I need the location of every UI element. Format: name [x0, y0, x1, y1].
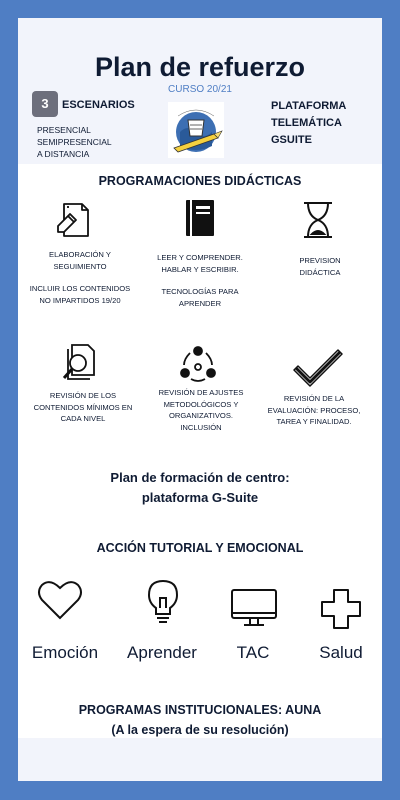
label-tac: TAC: [236, 643, 270, 662]
caption-revision-ajustes: REVISIÓN DE AJUSTES METODOLÓGICOS Y ORGANIZATIVOS. INCLUSIÓN: [158, 388, 244, 432]
hourglass-icon: [298, 200, 338, 240]
page-title: Plan de refuerzo: [94, 52, 306, 82]
platform-line: PLATAFORMA: [271, 100, 347, 112]
cycle-icon: [178, 343, 218, 383]
health-cross-icon: [320, 588, 362, 630]
programaciones-title: PROGRAMACIONES DIDÁCTICAS: [98, 174, 302, 188]
scenario-item: SEMIPRESENCIAL: [37, 137, 112, 147]
school-logo: [168, 102, 224, 158]
scenario-item: A DISTANCIA: [37, 149, 90, 159]
programas-line: PROGRAMAS INSTITUCIONALES: AUNA: [78, 703, 322, 717]
book-icon: [180, 198, 220, 238]
platform-info: [271, 98, 346, 149]
scenarios-title: ESCENARIOS: [62, 99, 135, 111]
platform-line: GSUITE: [271, 134, 312, 146]
caption-revision-contenidos: REVISIÓN DE LOS CONTENIDOS MÍNIMOS EN CADA NIVEL: [33, 391, 133, 423]
label-emocion: Emoción: [31, 643, 99, 662]
programas-line: (A la espera de su resolución): [111, 723, 289, 737]
heart-icon: [36, 578, 84, 622]
scenario-item: PRESENCIAL: [37, 125, 91, 135]
edit-document-icon: [54, 200, 94, 240]
caption-elaboracion: ELABORACIÓN Y SEGUIMIENTO INCLUIR LOS CONTENIDOS NO IMPARTIDOS 19/20: [29, 250, 131, 305]
formacion-line: Plan de formación de centro:: [110, 470, 290, 485]
formacion-block: [0, 468, 400, 508]
platform-line: TELEMÁTICA: [271, 117, 342, 129]
formacion-line: plataforma G-Suite: [141, 490, 259, 505]
checkmark-icon: [292, 348, 344, 388]
document-search-icon: [60, 343, 100, 383]
scenarios-list: [37, 124, 112, 160]
label-salud: Salud: [319, 643, 363, 662]
caption-leer: LEER Y COMPRENDER. HABLAR Y ESCRIBIR. TECNOLOGÍAS PARA APRENDER: [157, 253, 243, 308]
caption-revision-evaluacion: REVISIÓN DE LA EVALUACIÓN: PROCESO, TAREA Y FINALIDAD.: [267, 394, 361, 426]
caption-prevision: PREVISION DIDÁCTICA: [299, 256, 341, 277]
programas-block: [0, 700, 400, 740]
lightbulb-icon: [144, 578, 182, 624]
monitor-icon: [230, 588, 278, 628]
label-aprender: Aprender: [127, 643, 197, 662]
course-label: CURSO 20/21: [168, 84, 232, 95]
tutorial-title: ACCIÓN TUTORIAL Y EMOCIONAL: [96, 541, 304, 555]
scenario-count-badge: 3: [32, 91, 58, 117]
